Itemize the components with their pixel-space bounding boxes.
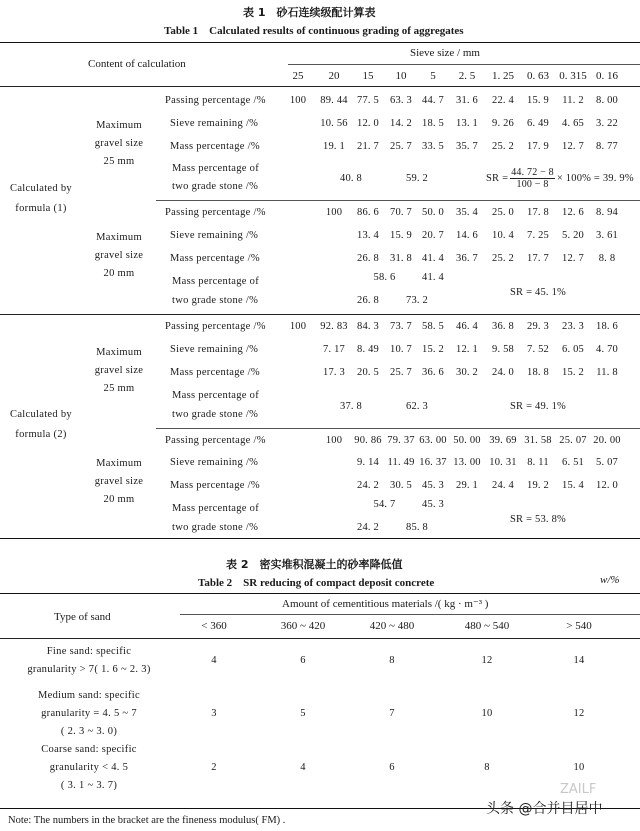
- passing-cell: 70. 7: [390, 207, 412, 218]
- sieve-cell: 14. 2: [390, 118, 412, 129]
- sieve-cell: 10. 56: [320, 118, 348, 129]
- mass-cell: 25. 2: [492, 253, 514, 264]
- sr-reduction-cell: 12: [573, 708, 585, 719]
- range-cell: 360 ~ 420: [280, 620, 326, 632]
- gravel-label-line2: gravel size: [94, 249, 144, 261]
- sieve-size-cell: 20: [328, 70, 340, 82]
- formula-label-line2: formula (1): [15, 203, 67, 214]
- mass-cell: 12. 7: [562, 141, 584, 152]
- row-label-sieve: Sieve remaining /%: [170, 230, 259, 241]
- mass-cell: 31. 8: [390, 253, 412, 264]
- gravel-label-line2: gravel size: [94, 364, 144, 376]
- two-grade-b: 73. 2: [406, 295, 428, 306]
- passing-cell: 36. 8: [492, 321, 514, 332]
- mass-cell: 17. 3: [323, 367, 345, 378]
- sieve-cell: 6. 05: [562, 344, 584, 355]
- two-grade-a: 40. 8: [340, 173, 362, 184]
- subgroup-rule: [156, 428, 640, 429]
- sieve-cell: 5. 20: [562, 230, 584, 241]
- sr-denominator: 100 − 8: [516, 179, 549, 190]
- mass-cell: 35. 7: [456, 141, 478, 152]
- formula-label-line1: Calculated by: [10, 183, 72, 194]
- two-grade-a: 24. 2: [357, 522, 379, 533]
- sieve-size-cell: 0. 63: [527, 70, 549, 82]
- mass-cell: 24. 0: [492, 367, 514, 378]
- sieve-cell: 13. 1: [456, 118, 478, 129]
- mass-cell: 45. 3: [422, 480, 444, 491]
- table1-top-rule: [0, 42, 640, 43]
- mass-cell: 11. 8: [596, 367, 618, 378]
- sieve-size-cell: 0. 16: [596, 70, 618, 82]
- mass-cell: 20. 5: [357, 367, 379, 378]
- passing-cell: 89. 44: [320, 95, 348, 106]
- sieve-cell: 13. 4: [357, 230, 379, 241]
- passing-cell: 90. 86: [354, 435, 382, 446]
- sr-reduction-cell: 2: [211, 762, 217, 773]
- sieve-cell: 9. 14: [357, 457, 379, 468]
- row-label-sieve: Sieve remaining /%: [170, 457, 259, 468]
- sieve-cell: 7. 17: [323, 344, 345, 355]
- passing-cell: 86. 6: [357, 207, 379, 218]
- sieve-cell: 5. 07: [596, 457, 618, 468]
- mass-cell: 24. 4: [492, 480, 514, 491]
- sand-type-line3: ( 2. 3 ~ 3. 0): [60, 726, 118, 737]
- mass-cell: 8. 8: [598, 253, 616, 264]
- range-cell: 480 ~ 540: [464, 620, 510, 632]
- sieve-cell: 3. 22: [596, 118, 618, 129]
- row-label-mass2-line2: two grade stone /%: [172, 409, 259, 420]
- two-grade-b: 62. 3: [406, 401, 428, 412]
- watermark-text: 头条 @合并目居中: [486, 801, 603, 817]
- sr-reduction-cell: 3: [211, 708, 217, 719]
- row-label-mass: Mass percentage /%: [170, 480, 260, 491]
- sr-reduction-cell: 14: [573, 655, 585, 666]
- sr-fraction: [510, 167, 555, 190]
- subgroup-rule: [156, 200, 640, 201]
- table1-title-cn: 表 1 砂石连续级配计算表: [243, 6, 376, 19]
- sieve-cell: 12. 0: [357, 118, 379, 129]
- sr-prefix: SR =: [486, 172, 509, 184]
- mass-cell: 24. 2: [357, 480, 379, 491]
- two-grade-b: 85. 8: [406, 522, 428, 533]
- passing-cell: 63. 3: [390, 95, 412, 106]
- mass-cell: 25. 2: [492, 141, 514, 152]
- sieve-cell: 16. 37: [419, 457, 447, 468]
- sr-reduction-cell: 6: [300, 655, 306, 666]
- table2-type-header: Type of sand: [54, 611, 111, 623]
- mass-cell: 25. 7: [390, 141, 412, 152]
- passing-cell: 58. 5: [422, 321, 444, 332]
- passing-cell: 84. 3: [357, 321, 379, 332]
- passing-cell: 35. 4: [456, 207, 478, 218]
- gravel-label-line1: Maximum: [96, 458, 142, 469]
- passing-cell: 22. 4: [492, 95, 514, 106]
- watermark-ghost: ZAILF: [560, 782, 597, 797]
- row-label-mass2-line2: two grade stone /%: [172, 522, 259, 533]
- table2-top-rule: [0, 593, 640, 594]
- sr-reduction-cell: 7: [389, 708, 395, 719]
- sr-reduction-cell: 8: [389, 655, 395, 666]
- passing-cell: 23. 3: [562, 321, 584, 332]
- sieve-cell: 9. 58: [492, 344, 514, 355]
- sieve-size-cell: 25: [292, 70, 304, 82]
- table2-title-cn: 表 2 密实堆积混凝土的砂率降低值: [226, 558, 403, 571]
- table2-title-en: Table 2 SR reducing of compact deposit concrete: [198, 577, 435, 589]
- mass-cell: 26. 8: [357, 253, 379, 264]
- passing-cell: 50. 00: [453, 435, 481, 446]
- passing-cell: 15. 9: [527, 95, 549, 106]
- sieve-size-cell: 1. 25: [492, 70, 514, 82]
- sr-reduction-cell: 12: [481, 655, 493, 666]
- sieve-cell: 7. 52: [527, 344, 549, 355]
- mass-cell: 19. 2: [527, 480, 549, 491]
- sr-numerator: 44. 72 − 8: [511, 167, 554, 178]
- passing-cell: 100: [289, 95, 307, 106]
- gravel-label-line3: 20 mm: [103, 267, 135, 279]
- sr-result: SR = 45. 1%: [510, 287, 566, 298]
- table2-header-subrule: [180, 614, 640, 615]
- table2-header-rule: [0, 638, 640, 639]
- passing-cell: 50. 0: [422, 207, 444, 218]
- sand-type-line2: granularity = 4. 5 ~ 7: [41, 708, 137, 719]
- sieve-cell: 8. 11: [527, 457, 549, 468]
- sr-result: SR = 53. 8%: [510, 514, 566, 525]
- sieve-cell: 20. 7: [422, 230, 444, 241]
- gravel-label-line1: Maximum: [96, 346, 142, 358]
- passing-cell: 31. 6: [456, 95, 478, 106]
- sr-reduction-cell: 5: [300, 708, 306, 719]
- gravel-label-line3: 20 mm: [103, 494, 135, 505]
- gravel-label-line1: Maximum: [96, 231, 142, 243]
- passing-cell: 100: [289, 321, 307, 332]
- two-grade-top-b: 41. 4: [422, 272, 444, 283]
- mass-cell: 12. 0: [596, 480, 618, 491]
- passing-cell: 17. 8: [527, 207, 549, 218]
- row-label-sieve: Sieve remaining /%: [170, 118, 259, 129]
- passing-cell: 63. 00: [419, 435, 447, 446]
- sieve-cell: 8. 49: [357, 344, 379, 355]
- table2-note: Note: The numbers in the bracket are the fineness modulus( FM) .: [8, 815, 286, 826]
- table2-amount-header: Amount of cementitious materials /( kg · m⁻³ ): [282, 598, 489, 610]
- sieve-cell: 7. 25: [527, 230, 549, 241]
- sand-type-line1: Fine sand: specific: [46, 646, 132, 657]
- table1-header-rule: [0, 86, 640, 87]
- passing-cell: 31. 58: [524, 435, 552, 446]
- sieve-cell: 18. 5: [422, 118, 444, 129]
- mass-cell: 19. 1: [323, 141, 345, 152]
- two-grade-top-b: 45. 3: [422, 499, 444, 510]
- passing-cell: 46. 4: [456, 321, 478, 332]
- sand-type-line2: granularity < 4. 5: [49, 762, 129, 773]
- mass-cell: 33. 5: [422, 141, 444, 152]
- sieve-cell: 3. 61: [596, 230, 618, 241]
- mass-cell: 12. 7: [562, 253, 584, 264]
- sr-formula: [486, 167, 634, 190]
- row-label-mass2-line1: Mass percentage of: [172, 276, 260, 287]
- formula-label-line2: formula (2): [15, 429, 67, 440]
- passing-cell: 29. 3: [527, 321, 549, 332]
- sr-suffix: × 100% = 39. 9%: [556, 172, 634, 184]
- passing-cell: 100: [325, 435, 343, 446]
- gravel-label-line3: 25 mm: [103, 382, 135, 394]
- sieve-cell: 6. 49: [527, 118, 549, 129]
- row-label-mass: Mass percentage /%: [170, 367, 260, 378]
- row-label-mass2-line2: two grade stone /%: [172, 295, 259, 306]
- sieve-cell: 9. 26: [492, 118, 514, 129]
- passing-cell: 92. 83: [320, 321, 348, 332]
- passing-cell: 25. 07: [559, 435, 587, 446]
- sieve-cell: 11. 49: [387, 457, 415, 468]
- gravel-label-line1: Maximum: [96, 120, 142, 131]
- passing-cell: 44. 7: [422, 95, 444, 106]
- sr-reduction-cell: 10: [573, 762, 585, 773]
- sieve-size-cell: 15: [362, 70, 374, 82]
- sand-type-line2: granularity > 7( 1. 6 ~ 2. 3): [27, 664, 151, 675]
- row-label-mass2-line1: Mass percentage of: [172, 163, 260, 174]
- sieve-cell: 12. 1: [456, 344, 478, 355]
- passing-cell: 20. 00: [593, 435, 621, 446]
- range-cell: 420 ~ 480: [369, 620, 415, 632]
- row-label-passing: Passing percentage /%: [165, 207, 266, 218]
- mass-cell: 30. 5: [390, 480, 412, 491]
- mass-cell: 8. 77: [596, 141, 618, 152]
- sr-reduction-cell: 10: [481, 708, 493, 719]
- row-label-mass2-line1: Mass percentage of: [172, 503, 260, 514]
- row-label-passing: Passing percentage /%: [165, 321, 266, 332]
- mass-cell: 15. 2: [562, 367, 584, 378]
- table1-content-header: Content of calculation: [88, 58, 186, 70]
- row-label-mass2-line2: two grade stone /%: [172, 181, 259, 192]
- passing-cell: 39. 69: [489, 435, 517, 446]
- sr-reduction-cell: 6: [389, 762, 395, 773]
- sieve-cell: 15. 9: [390, 230, 412, 241]
- table1-bottom-rule: [0, 538, 640, 539]
- passing-cell: 8. 94: [596, 207, 618, 218]
- sr-result: SR = 49. 1%: [510, 401, 566, 412]
- mass-cell: 25. 7: [390, 367, 412, 378]
- sr-reduction-cell: 8: [484, 762, 490, 773]
- passing-cell: 73. 7: [390, 321, 412, 332]
- sr-reduction-cell: 4: [300, 762, 306, 773]
- gravel-label-line2: gravel size: [94, 138, 144, 149]
- mass-cell: 30. 2: [456, 367, 478, 378]
- row-label-mass: Mass percentage /%: [170, 253, 260, 264]
- sand-type-line1: Medium sand: specific: [38, 690, 140, 701]
- passing-cell: 11. 2: [562, 95, 584, 106]
- sieve-cell: 10. 31: [489, 457, 517, 468]
- row-label-passing: Passing percentage /%: [165, 95, 266, 106]
- passing-cell: 25. 0: [492, 207, 514, 218]
- mass-cell: 41. 4: [422, 253, 444, 264]
- two-grade-b: 59. 2: [406, 173, 428, 184]
- group-rule: [0, 314, 640, 315]
- mass-cell: 36. 6: [422, 367, 444, 378]
- table2-unit: w/%: [600, 574, 620, 586]
- mass-cell: 15. 4: [562, 480, 584, 491]
- passing-cell: 79. 37: [387, 435, 415, 446]
- table1-header-subrule: [288, 64, 640, 65]
- sieve-size-cell: 2. 5: [458, 70, 476, 82]
- sand-type-line3: ( 3. 1 ~ 3. 7): [60, 780, 118, 791]
- two-grade-top-a: 54. 7: [373, 499, 396, 510]
- table1-title-en: Table 1 Calculated results of continuous grading of aggregates: [164, 25, 464, 37]
- mass-cell: 18. 8: [527, 367, 549, 378]
- two-grade-a: 26. 8: [357, 295, 379, 306]
- passing-cell: 18. 6: [596, 321, 618, 332]
- passing-cell: 77. 5: [357, 95, 379, 106]
- range-cell: > 540: [566, 620, 592, 632]
- sieve-cell: 6. 51: [562, 457, 584, 468]
- row-label-mass2-line1: Mass percentage of: [172, 390, 260, 401]
- row-label-passing: Passing percentage /%: [165, 435, 266, 446]
- passing-cell: 8. 00: [596, 95, 618, 106]
- row-label-sieve: Sieve remaining /%: [170, 344, 259, 355]
- sieve-cell: 4. 65: [562, 118, 584, 129]
- sr-reduction-cell: 4: [211, 655, 217, 666]
- row-label-mass: Mass percentage /%: [170, 141, 260, 152]
- two-grade-top-a: 58. 6: [373, 272, 396, 283]
- sieve-cell: 13. 00: [453, 457, 481, 468]
- sieve-cell: 4. 70: [596, 344, 618, 355]
- sieve-cell: 15. 2: [422, 344, 444, 355]
- sieve-cell: 10. 4: [492, 230, 514, 241]
- passing-cell: 12. 6: [562, 207, 584, 218]
- mass-cell: 29. 1: [456, 480, 478, 491]
- mass-cell: 17. 7: [527, 253, 549, 264]
- gravel-label-line2: gravel size: [94, 476, 144, 487]
- mass-cell: 21. 7: [357, 141, 379, 152]
- sieve-cell: 10. 7: [390, 344, 412, 355]
- sand-type-line1: Coarse sand: specific: [41, 744, 137, 755]
- mass-cell: 36. 7: [456, 253, 478, 264]
- mass-cell: 17. 9: [527, 141, 549, 152]
- table1-sieve-header: Sieve size / mm: [410, 47, 480, 59]
- range-cell: < 360: [201, 620, 227, 632]
- sieve-size-cell: 0. 315: [559, 70, 587, 82]
- sieve-size-cell: 5: [430, 70, 436, 82]
- formula-label-line1: Calculated by: [10, 409, 72, 420]
- passing-cell: 100: [325, 207, 343, 218]
- gravel-label-line3: 25 mm: [103, 156, 135, 167]
- two-grade-a: 37. 8: [340, 401, 362, 412]
- sieve-size-cell: 10: [395, 70, 407, 82]
- sieve-cell: 14. 6: [456, 230, 478, 241]
